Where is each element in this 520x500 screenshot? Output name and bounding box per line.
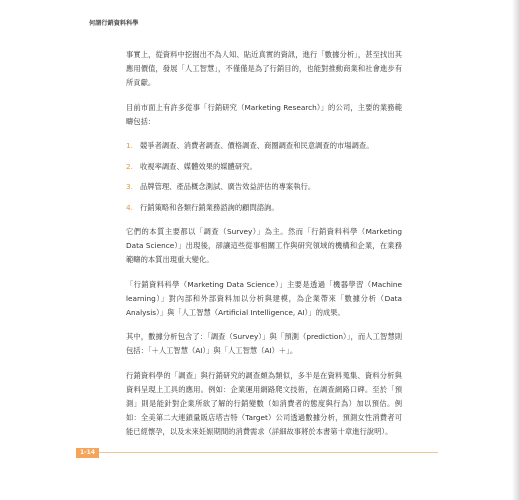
list-text: 收視率調查、媒體效果的媒體研究。 [140,161,257,171]
paragraph: 「行銷資料科學（Marketing Data Science）」主要是透過「機器學習（Machine learning）」對內部和外部資料加以分析與建模，為企業帶來「數據分析（Data Analysis）」與「人工智慧（Artificial Intelligence, AI）」的成果。 [126,279,402,318]
list-text: 競爭者調查、消費者調查、價格調查、商圈調查和民意調查的市場調查。 [140,141,374,151]
list-item [126,180,402,194]
paragraph: 其中，數據分析包含了：「調查（Survey）」與「預測（prediction）」，而人工智慧則包括：「＋人工智慧（AI）」與「人工智慧（AI）＋」。 [126,332,402,356]
paragraph: 目前市面上有許多從事「行銷研究（Marketing Research）」的公司，主要的業務範疇包括： [126,102,402,126]
list-item [126,160,402,174]
list-number: 2. [126,161,133,171]
list-number: 1. [126,141,133,151]
list-text: 行銷策略和各類行銷業務諮詢的顧問諮詢。 [140,202,279,212]
list-item [126,139,402,153]
list-text: 品牌管理、產品概念測試、廣告效益評估的專案執行。 [140,182,316,192]
list-number: 3. [126,182,133,192]
business-scope-list [126,139,402,215]
body-text [126,48,402,450]
paragraph: 事實上，從資料中挖掘出不為人知、貼近真實的資訊，進行「數據分析」，甚至找出其應用價值，發展「人工智慧」，不僅僅是為了行銷目的，也能對推動商業和社會進步有所貢獻。 [126,50,402,88]
footer-rule [96,452,438,453]
list-item [126,201,402,215]
paragraph: 行銷資料學的「調查」與行銷研究的調查頗為類似，多半是在資料蒐集、資料分析與資料呈現上工具的應用。例如：企業運用網路爬文技術，在調查網路口碑。至於「預測」則是能針對企業所欲了解的行銷變數（如消費者的態度與行為）加以預估。例如：全美第二大連鎖量販店塔吉特（Target）公司透過數據分析，預測女性消費者可能已經懷孕，以及未來妊娠期間的消費需求（詳細故事將於本書第十章進行說明）。 [126,370,402,437]
running-header: 何謂行銷資料科學 [89,20,139,27]
page-number: 1-14 [76,448,99,458]
paragraph: 它們的本質主要都以「調查（Survey）」為主。然而「行銷資料科學（Marketing Data Science）」出現後，卻讓這些從事相關工作與研究領域的機構和企業，在業務範疇的本質出現重大變化。 [126,227,402,265]
page-edge-shadow [512,0,520,500]
list-number: 4. [126,202,133,212]
